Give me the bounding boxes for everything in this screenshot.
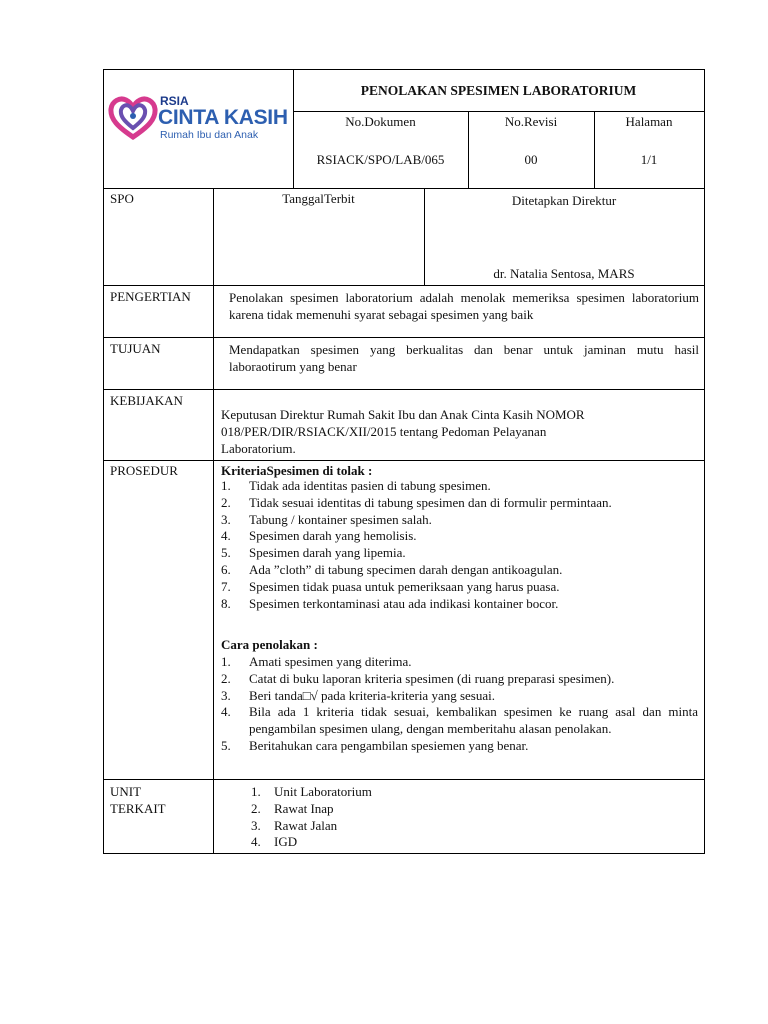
list-item	[221, 562, 698, 579]
row-divider-kebijakan	[103, 460, 705, 461]
list-item-number: 4.	[221, 704, 231, 720]
cara-heading: Cara penolakan :	[221, 637, 318, 652]
prosedur-label: PROSEDUR	[110, 463, 178, 478]
list-item-text: Beritahukan cara pengambilan spesiemen yang benar.	[249, 737, 529, 753]
list-item-number: 1.	[251, 784, 261, 799]
list-item-text: Rawat Inap	[274, 800, 334, 816]
list-item-text: Rawat Jalan	[274, 817, 338, 833]
list-item	[251, 784, 551, 801]
spo-label: SPO	[110, 191, 134, 206]
list-item-text: Spesimen tidak puasa untuk pemeriksaan yang harus puasa.	[249, 578, 560, 594]
list-item	[221, 478, 698, 495]
unit-label-line2: TERKAIT	[110, 801, 166, 816]
ditetapkan-label: Ditetapkan Direktur	[511, 193, 617, 208]
list-item	[221, 654, 698, 671]
heart-logo-icon	[108, 95, 158, 141]
logo-subtitle-text: Rumah Ibu dan Anak	[160, 129, 259, 141]
list-item-number: 6.	[221, 561, 231, 577]
list-item-text: Tabung / kontainer spesimen salah.	[249, 511, 432, 527]
list-item-text: Spesimen terkontaminasi atau ada indikasi kontainer bocor.	[249, 595, 559, 611]
list-item-number: 4.	[251, 834, 261, 850]
halaman-label: Halaman	[625, 114, 673, 129]
pengertian-label: PENGERTIAN	[110, 289, 191, 304]
list-item-number: 5.	[221, 737, 231, 753]
list-item-number: 3.	[221, 687, 231, 703]
logo-name-text: CINTA KASIH	[158, 106, 288, 129]
list-item-text: Beri tanda□√ pada kriteria-kriteria yang sesuai.	[249, 687, 495, 703]
no-dokumen-value: RSIACK/SPO/LAB/065	[316, 152, 445, 167]
list-item-text: Bila ada 1 kriteria tidak sesuai, kembalikan spesimen ke ruang asal dan minta pengambilan spesimen ulang, dengan memberitahu alasan penolakan.	[249, 704, 698, 737]
list-item-number: 4.	[221, 528, 231, 544]
list-item-number: 3.	[221, 511, 231, 527]
list-item-number: 2.	[221, 670, 231, 686]
list-item-number: 3.	[251, 817, 261, 833]
row-divider-prosedur	[103, 779, 705, 780]
cara-list	[221, 654, 698, 755]
tanggal-terbit-label: TanggalTerbit	[282, 191, 355, 206]
list-item-text: Spesimen darah yang hemolisis.	[249, 528, 417, 544]
list-item	[221, 688, 698, 705]
unit-list	[251, 784, 551, 851]
list-item	[251, 801, 551, 818]
list-item-number: 2.	[251, 800, 261, 816]
list-item-text: Catat di buku laporan kriteria spesimen (di ruang preparasi spesimen).	[249, 670, 615, 686]
no-revisi-label: No.Revisi	[504, 114, 558, 129]
list-item	[221, 596, 698, 613]
header-divider-title	[293, 111, 704, 112]
list-item	[221, 512, 698, 529]
list-item-number: 8.	[221, 595, 231, 611]
list-item	[221, 528, 698, 545]
list-item	[251, 818, 551, 835]
list-item-number: 2.	[221, 494, 231, 510]
logo-rsia-text: RSIA	[160, 94, 189, 108]
border-right	[704, 69, 705, 853]
list-item	[221, 704, 698, 738]
kebijakan-line: Keputusan Direktur Rumah Sakit Ibu dan Anak Cinta Kasih NOMOR	[221, 407, 585, 422]
list-item-number: 5.	[221, 545, 231, 561]
tujuan-text: Mendapatkan spesimen yang berkualitas dan benar untuk jaminan mutu hasil laboraotirum yang benar	[229, 342, 699, 374]
row-divider-tujuan	[103, 389, 705, 390]
kriteria-list	[221, 478, 698, 612]
document-title: PENOLAKAN SPESIMEN LABORATORIUM	[360, 83, 637, 98]
tujuan-label: TUJUAN	[110, 341, 161, 356]
list-item-text: Tidak ada identitas pasien di tabung spesimen.	[249, 478, 491, 493]
kriteria-heading: KriteriaSpesimen di tolak :	[221, 463, 373, 478]
unit-label-line1: UNIT	[110, 784, 142, 799]
list-item-text: Tidak sesuai identitas di tabung spesimen dan di formulir permintaan.	[249, 494, 612, 510]
list-item-text: Unit Laboratorium	[274, 784, 372, 799]
header-bottom	[103, 188, 705, 189]
kebijakan-line: 018/PER/DIR/RSIACK/XII/2015 tentang Pedoman Pelayanan	[221, 424, 547, 439]
list-item	[221, 545, 698, 562]
list-item-text: Spesimen darah yang lipemia.	[249, 545, 406, 561]
kebijakan-line: Laboratorium.	[221, 441, 296, 456]
list-item	[251, 834, 551, 851]
list-item	[221, 579, 698, 596]
list-item-text: IGD	[274, 834, 298, 850]
halaman-value: 1/1	[640, 152, 658, 167]
direktur-name: dr. Natalia Sentosa, MARS	[493, 266, 635, 281]
list-item-number: 7.	[221, 578, 231, 594]
list-item	[221, 495, 698, 512]
no-revisi-value: 00	[524, 152, 538, 167]
border-bottom	[103, 853, 705, 854]
label-column-divider	[213, 188, 214, 853]
pengertian-text: Penolakan spesimen laboratorium adalah menolak memeriksa spesimen laboratorium karena tidak memenuhi syarat sebagai spesimen yang baik	[229, 290, 699, 322]
list-item-number: 1.	[221, 478, 231, 493]
hospital-logo	[108, 95, 288, 145]
list-item-text: Amati spesimen yang diterima.	[249, 654, 412, 669]
border-top	[103, 69, 705, 70]
list-item-number: 1.	[221, 654, 231, 669]
row-divider-pengertian	[103, 337, 705, 338]
list-item	[221, 738, 698, 755]
border-left	[103, 69, 104, 853]
list-item	[221, 671, 698, 688]
kebijakan-label: KEBIJAKAN	[110, 393, 183, 408]
no-dokumen-label: No.Dokumen	[345, 114, 416, 129]
list-item-text: Ada ”cloth” di tabung specimen darah dengan antikoagulan.	[249, 561, 563, 577]
row-divider-spo	[103, 285, 705, 286]
